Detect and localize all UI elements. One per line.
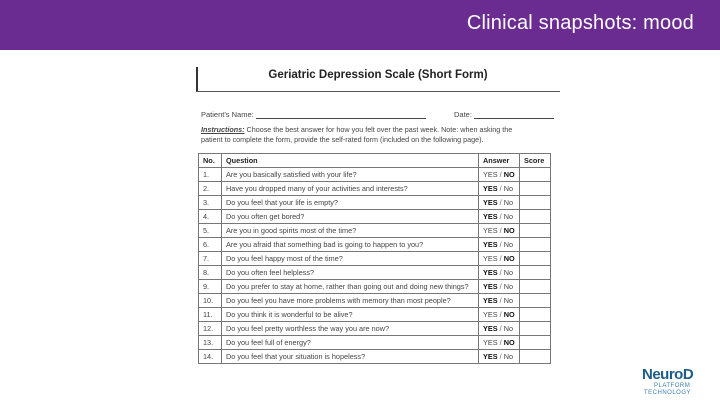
row-answer: YES / No	[479, 210, 520, 224]
row-score	[520, 308, 551, 322]
patient-name-line	[256, 109, 426, 119]
neurod-logo	[640, 366, 710, 400]
row-answer: YES / No	[479, 322, 520, 336]
row-answer: YES / NO	[479, 168, 520, 182]
answer-yes: YES	[483, 184, 498, 193]
table-row	[199, 308, 551, 322]
date-line	[474, 109, 554, 119]
answer-yes: YES	[483, 338, 498, 347]
answer-no: No	[503, 268, 514, 277]
instructions-label: Instructions:	[201, 125, 245, 134]
logo-sub1-text: PLATFORM	[654, 383, 691, 389]
row-answer: YES / No	[479, 266, 520, 280]
instructions-line1: Choose the best answer for how you felt over the past week. Note: when asking the	[246, 125, 513, 134]
row-question: Do you feel that your situation is hopeless?	[222, 350, 479, 364]
row-score	[520, 224, 551, 238]
col-header-score: Score	[520, 154, 551, 168]
row-number: 12.	[199, 322, 222, 336]
row-answer: YES / No	[479, 196, 520, 210]
row-number: 9.	[199, 280, 222, 294]
row-question: Do you feel that your life is empty?	[222, 196, 479, 210]
row-score	[520, 266, 551, 280]
answer-no: No	[503, 184, 514, 193]
row-answer: YES / No	[479, 350, 520, 364]
answer-yes: YES	[483, 352, 498, 361]
answer-yes: YES	[483, 296, 498, 305]
answer-yes: YES	[483, 198, 498, 207]
row-score	[520, 280, 551, 294]
answer-no: NO	[503, 254, 515, 263]
date-label: Date:	[454, 110, 472, 119]
table-row	[199, 210, 551, 224]
table-row	[199, 168, 551, 182]
patient-name-label: Patient's Name:	[201, 110, 254, 119]
table-row	[199, 336, 551, 350]
answer-no: NO	[503, 226, 515, 235]
table-body	[199, 168, 551, 364]
answer-yes: YES	[483, 226, 498, 235]
logo-sub2-text: TECHNOLOGY	[644, 390, 692, 396]
answer-yes: YES	[483, 254, 498, 263]
row-question: Are you in good spirits most of the time?	[222, 224, 479, 238]
answer-yes: YES	[483, 212, 498, 221]
row-number: 7.	[199, 252, 222, 266]
col-header-answer: Answer	[479, 154, 520, 168]
slide-title: Clinical snapshots: mood	[466, 12, 694, 34]
row-answer: YES / No	[479, 182, 520, 196]
row-number: 4.	[199, 210, 222, 224]
answer-yes: YES	[483, 282, 498, 291]
gds-table	[198, 153, 551, 364]
answer-no: NO	[503, 338, 515, 347]
answer-yes: YES	[483, 170, 498, 179]
answer-no: No	[503, 212, 514, 221]
row-score	[520, 168, 551, 182]
gds-form-image	[196, 67, 560, 380]
table-row	[199, 322, 551, 336]
table-header-row	[199, 154, 551, 168]
table-row	[199, 238, 551, 252]
row-answer: YES / No	[479, 294, 520, 308]
row-score	[520, 252, 551, 266]
row-question: Do you feel happy most of the time?	[222, 252, 479, 266]
row-score	[520, 350, 551, 364]
row-answer: YES / NO	[479, 252, 520, 266]
row-score	[520, 210, 551, 224]
table-row	[199, 182, 551, 196]
answer-no: NO	[503, 170, 515, 179]
row-score	[520, 182, 551, 196]
row-question: Do you prefer to stay at home, rather than going out and doing new things?	[222, 280, 479, 294]
row-number: 14.	[199, 350, 222, 364]
answer-no: No	[503, 198, 514, 207]
table-row	[199, 224, 551, 238]
row-answer: YES / NO	[479, 224, 520, 238]
row-score	[520, 196, 551, 210]
row-question: Have you dropped many of your activities and interests?	[222, 182, 479, 196]
answer-no: No	[503, 296, 514, 305]
answer-no: No	[503, 282, 514, 291]
row-number: 13.	[199, 336, 222, 350]
form-title-rule	[196, 91, 560, 92]
table-row	[199, 294, 551, 308]
answer-yes: YES	[483, 324, 498, 333]
table-row	[199, 350, 551, 364]
row-question: Are you afraid that something bad is going to happen to you?	[222, 238, 479, 252]
form-fields	[201, 109, 554, 119]
row-score	[520, 238, 551, 252]
table-row	[199, 252, 551, 266]
row-score	[520, 294, 551, 308]
answer-yes: YES	[483, 310, 498, 319]
row-question: Do you feel you have more problems with memory than most people?	[222, 294, 479, 308]
row-answer: YES / NO	[479, 308, 520, 322]
row-question: Do you feel pretty worthless the way you are now?	[222, 322, 479, 336]
answer-no: No	[503, 324, 514, 333]
row-number: 11.	[199, 308, 222, 322]
row-number: 1.	[199, 168, 222, 182]
row-number: 6.	[199, 238, 222, 252]
row-question: Do you feel full of energy?	[222, 336, 479, 350]
answer-no: No	[503, 240, 514, 249]
table-row	[199, 196, 551, 210]
logo-main-text: NeuroD	[642, 366, 694, 383]
form-title: Geriatric Depression Scale (Short Form)	[268, 69, 488, 81]
col-header-question: Question	[222, 154, 479, 168]
row-question: Are you basically satisfied with your life?	[222, 168, 479, 182]
row-answer: YES / No	[479, 280, 520, 294]
slide-header	[0, 0, 720, 50]
row-question: Do you think it is wonderful to be alive?	[222, 308, 479, 322]
row-score	[520, 322, 551, 336]
answer-no: NO	[503, 310, 515, 319]
table-row	[199, 280, 551, 294]
answer-yes: YES	[483, 240, 498, 249]
row-answer: YES / No	[479, 238, 520, 252]
row-number: 3.	[199, 196, 222, 210]
col-header-no: No.	[199, 154, 222, 168]
row-number: 8.	[199, 266, 222, 280]
row-number: 2.	[199, 182, 222, 196]
form-instructions	[201, 125, 551, 145]
answer-no: No	[503, 352, 514, 361]
instructions-line2: patient to complete the form, provide the self-rated form (included on the following page).	[201, 135, 484, 144]
row-question: Do you often get bored?	[222, 210, 479, 224]
row-question: Do you often feel helpless?	[222, 266, 479, 280]
table-row	[199, 266, 551, 280]
row-number: 10.	[199, 294, 222, 308]
answer-yes: YES	[483, 268, 498, 277]
row-score	[520, 336, 551, 350]
row-answer: YES / NO	[479, 336, 520, 350]
row-number: 5.	[199, 224, 222, 238]
